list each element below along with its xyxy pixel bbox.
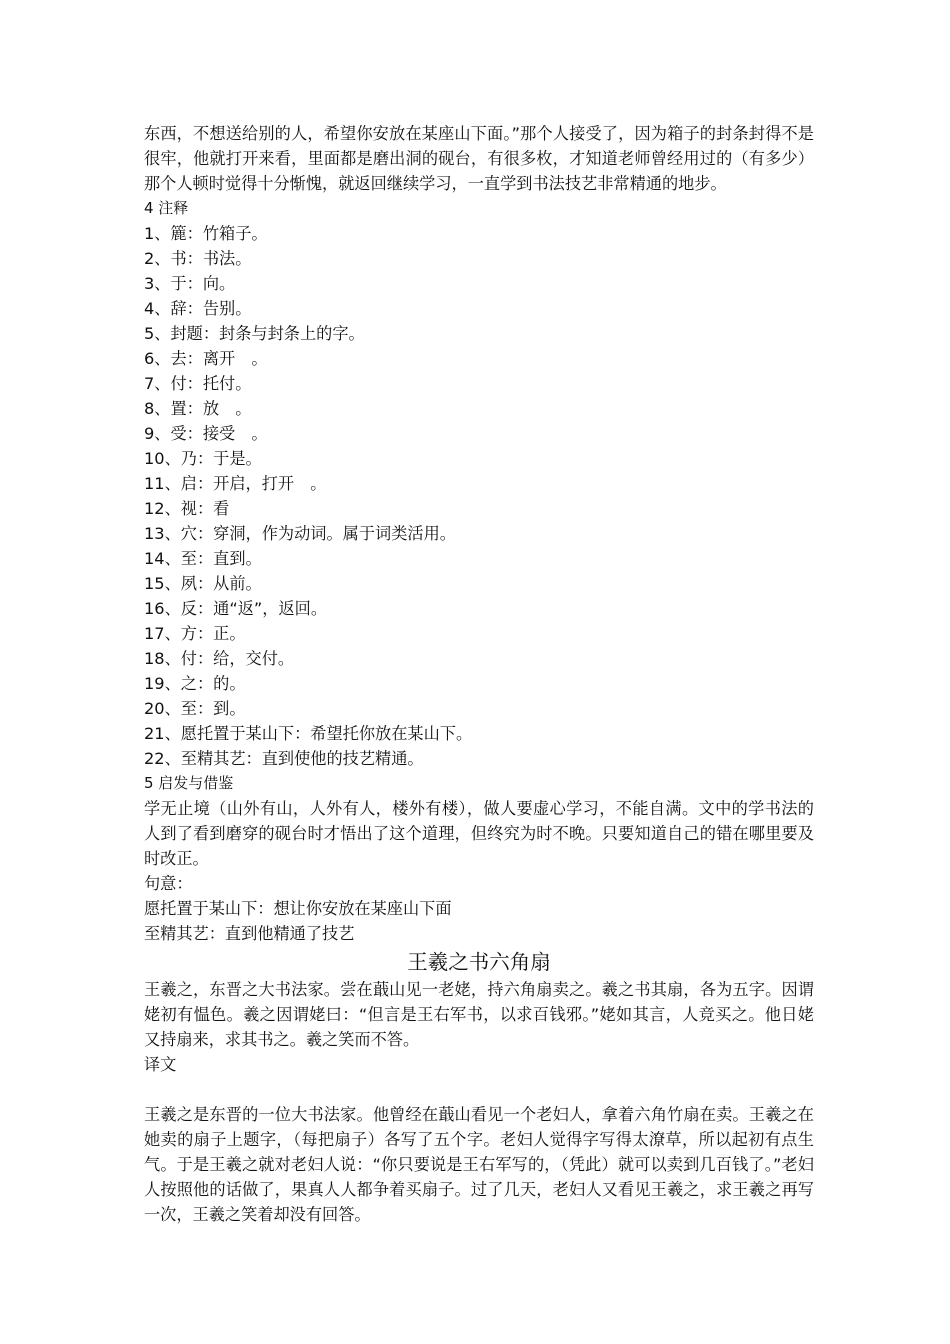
note-item: 12、视：看 xyxy=(144,499,230,518)
note-item: 17、方：正。 xyxy=(144,624,246,643)
note-item: 5、封题：封条与封条上的字。 xyxy=(144,324,365,343)
note-item: 14、至：直到。 xyxy=(144,549,262,568)
sentence-meaning-item: 愿托置于某山下：想让你安放在某座山下面 xyxy=(144,899,452,918)
note-item: 21、愿托置于某山下：希望托你放在某山下。 xyxy=(144,724,473,743)
note-item: 15、夙：从前。 xyxy=(144,574,262,593)
inspiration-paragraph: 学无止境（山外有山，人外有人，楼外有楼），做人要虚心学习，不能自满。文中的学书法的人到了看到磨穿的砚台时才悟出了这个道理，但终究为时不晚。只要知道自己的错在哪里要及时改正。 xyxy=(144,799,814,868)
note-item: 9、受：接受 。 xyxy=(144,424,268,443)
note-item: 11、启：开启，打开 。 xyxy=(144,474,327,493)
note-item: 3、于：向。 xyxy=(144,274,236,293)
note-item: 2、书：书法。 xyxy=(144,249,252,268)
notes-heading: 4 注释 xyxy=(144,199,189,217)
inspiration-heading: 5 启发与借鉴 xyxy=(144,774,234,792)
note-item: 18、付：给，交付。 xyxy=(144,649,295,668)
translation-tail-paragraph: 东西，不想送给别的人，希望你安放在某座山下面。”那个人接受了，因为箱子的封条封得不是很牢，他就打开来看，里面都是磨出洞的砚台，有很多枚，才知道老师曾经用过的（有多少）那个人顿时觉得十分惭愧，就返回继续学习，一直学到书法技艺非常精通的地步。 xyxy=(144,124,814,193)
sentence-meaning-item: 至精其艺：直到他精通了技艺 xyxy=(144,924,355,943)
translation-paragraph: 王羲之是东晋的一位大书法家。他曾经在蕺山看见一个老妇人，拿着六角竹扇在卖。王羲之在她卖的扇子上题字，（每把扇子）各写了五个字。老妇人觉得字写得太潦草，所以起初有点生气。于是王羲之就对老妇人说：“你只要说是王右军写的，（凭此）就可以卖到几百钱了。”老妇人按照他的话做了，果真人人都争着买扇子。过了几天，老妇人又看见王羲之，求王羲之再写一次，王羲之笑着却没有回答。 xyxy=(144,1105,814,1224)
notes-list xyxy=(144,221,814,771)
original-text-paragraph: 王羲之，东晋之大书法家。尝在蕺山见一老姥，持六角扇卖之。羲之书其扇，各为五字。因谓姥初有愠色。羲之因谓姥曰：“但言是王右军书，以求百钱邪。”姥如其言，人竞买之。他日姥又持扇来，求其书之。羲之笑而不答。 xyxy=(144,980,814,1049)
sentence-meaning-heading: 句意： xyxy=(144,874,193,893)
note-item: 22、至精其艺：直到使他的技艺精通。 xyxy=(144,749,424,768)
translation-heading: 译文 xyxy=(144,1055,177,1074)
note-item: 13、穴：穿洞，作为动词。属于词类活用。 xyxy=(144,524,456,543)
note-item: 7、付：托付。 xyxy=(144,374,252,393)
note-item: 19、之：的。 xyxy=(144,674,246,693)
note-item: 4、辞：告别。 xyxy=(144,299,252,318)
note-item: 16、反：通“返”，返回。 xyxy=(144,599,328,618)
blank-line xyxy=(144,1077,814,1102)
document-page xyxy=(144,121,814,1227)
note-item: 20、至：到。 xyxy=(144,699,246,718)
story-title: 王羲之书六角扇 xyxy=(407,950,551,974)
note-item: 6、去：离开 。 xyxy=(144,349,268,368)
note-item: 8、置：放 。 xyxy=(144,399,252,418)
note-item: 1、簏：竹箱子。 xyxy=(144,224,268,243)
note-item: 10、乃：于是。 xyxy=(144,449,262,468)
